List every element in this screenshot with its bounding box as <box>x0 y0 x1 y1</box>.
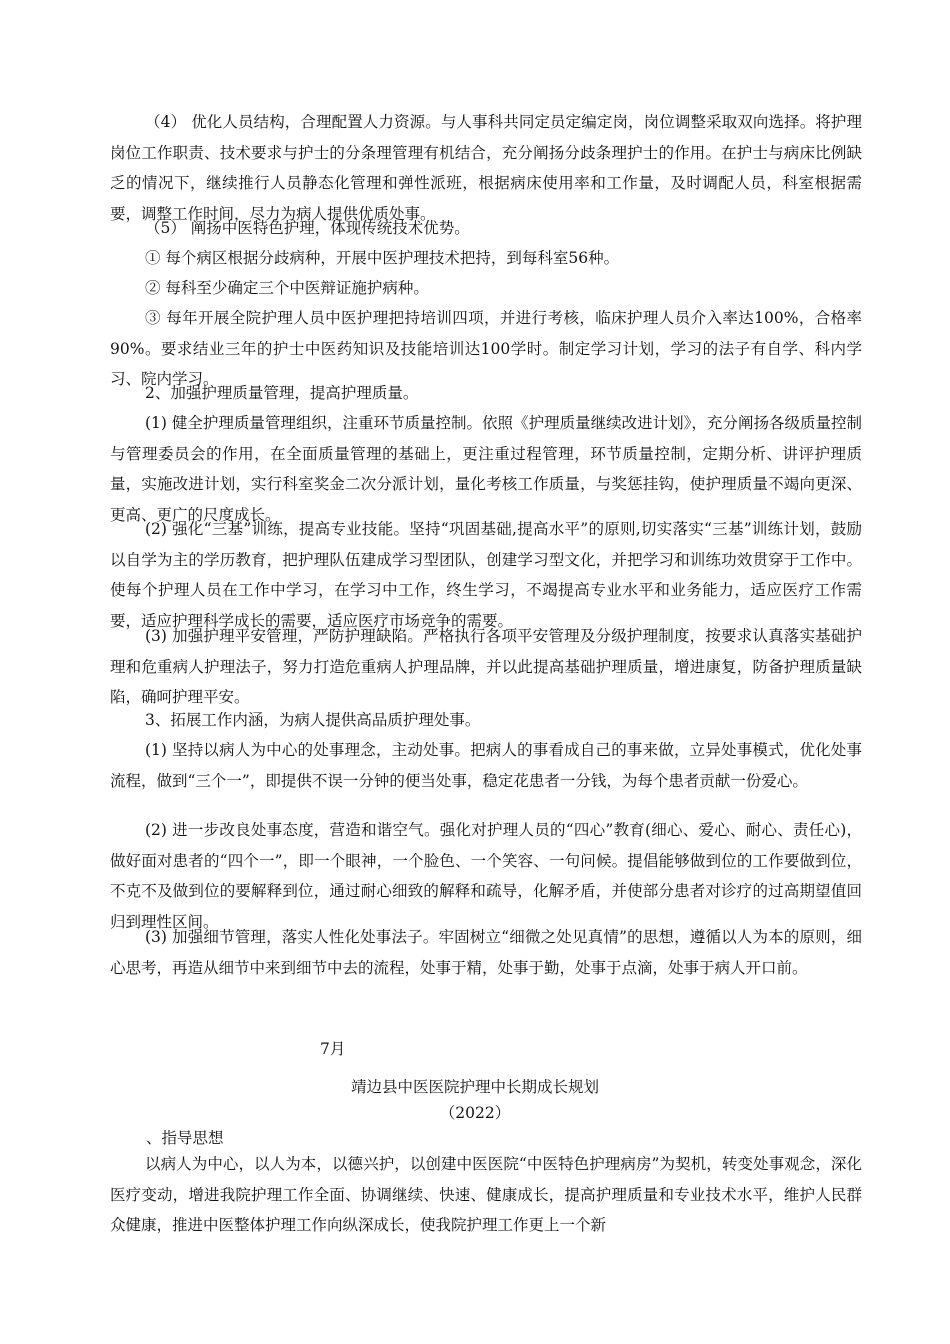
paragraph-heading-3: 3、拓展工作内涵，为病人提供高品质护理处事。 <box>145 711 481 729</box>
paragraph-item-1: ① 每个病区根据分歧病种，开展中医护理技术把持，到每科室56种。 <box>145 249 620 267</box>
paragraph-quality-2: (2) 强化“三基”训练，提高专业技能。坚持“巩固基础,提高水平”的原则,切实落实“三基”训练计划，鼓励以自学为主的学历教育，把护理队伍建成学习型团队，创建学习型文化，并把学习和训练功效贯穿于工作中。使每个护理人员在工作中学习，在学习中工作，终生学习，不竭提高专业水平和业务能力，适应医疗工作需要，适应护理科学成长的需要，适应医疗市场竞争的需要。 <box>110 520 862 630</box>
paragraph-service-2: (2) 进一步改良处事态度，营造和谐空气。强化对护理人员的“四心”教育(细心、爱心、耐心、责任心)，做好面对患者的“四个一”，即一个眼神，一个脸色、一个笑容、一句问候。提倡能够做到位的工作要做到位，不克不及做到位的要解释到位，通过耐心细致的解释和疏导，化解矛盾，并使部分患者对诊疗的过高期望值回归到理性区间。 <box>110 821 862 931</box>
paragraph-tcm-nursing: （5） 阐扬中医特色护理，体现传统技术优势。 <box>145 219 470 237</box>
paragraph-heading-2: 2、加强护理质量管理，提高护理质量。 <box>145 384 419 402</box>
paragraph-item-2: ② 每科至少确定三个中医辩证施护病种。 <box>145 279 429 297</box>
paragraph-service-3: (3) 加强细节管理，落实人性化处事法子。牢固树立“细微之处见真情”的思想，遵循以人为本的原则，细心思考，再造从细节中来到细节中去的流程，处事于精，处事于勤，处事于点滴，处事于病人开口前。 <box>110 928 862 977</box>
section-heading: 、指导思想 <box>146 1129 224 1147</box>
paragraph-item-3: ③ 每年开展全院护理人员中医护理把持培训四项，并进行考核，临床护理人员介入率达100%，合格率90%。要求结业三年的护士中医药知识及技能培训达100学时。制定学习计划，学习的法子有自学、科内学习、院内学习。 <box>110 309 862 388</box>
paragraph-service-1: (1) 坚持以病人为中心的处事理念，主动处事。把病人的事看成自己的事来做，立异处事模式，优化处事流程，做到“三个一”，即提供不误一分钟的便当处事，稳定花患者一分钱，为每个患者贡献一份爱心。 <box>110 741 862 790</box>
paragraph-guiding-thought: 以病人为中心，以人为本，以德兴护，以创建中医医院“中医特色护理病房”为契机，转变处事观念，深化医疗变动，增进我院护理工作全面、协调继续、快速、健康成长，提高护理质量和专业技术水平，维护人民群众健康，推进中医整体护理工作向纵深成长，使我院护理工作更上一个新 <box>110 1155 862 1234</box>
date-text: 7月 <box>320 1040 346 1058</box>
paragraph-quality-3: (3) 加强护理平安管理，严防护理缺陷。严格执行各项平安管理及分级护理制度，按要求认真落实基础护理和危重病人护理法子，努力打造危重病人护理品牌，并以此提高基础护理质量，增进康复，防备护理质量缺陷，确呵护理平安。 <box>110 627 862 706</box>
paragraph-staff-structure: （4） 优化人员结构，合理配置人力资源。与人事科共同定员定编定岗，岗位调整采取双向选择。将护理岗位工作职责、技术要求与护士的分条理管理有机结合，充分阐扬分歧条理护士的作用。在护士与病床比例缺乏的情况下，继续推行人员静态化管理和弹性派班，根据病床使用率和工作量，及时调配人员，科室根据需要，调整工作时间，尽力为病人提供优质处事。 <box>110 113 862 223</box>
document-year: （2022） <box>439 1104 511 1122</box>
document-title: 靖边县中医医院护理中长期成长规划 <box>350 1078 599 1096</box>
paragraph-quality-1: (1) 健全护理质量管理组织，注重环节质量控制。依照《护理质量继续改进计划》，充分阐扬各级质量控制与管理委员会的作用，在全面质量管理的基础上，更注重过程管理，环节质量控制，定期分析、讲评护理质量，实施改进计划，实行科室奖金二次分派计划，量化考核工作质量，与奖惩挂钩，使护理质量不竭向更深、更高、更广的尺度成长。 <box>110 414 862 524</box>
